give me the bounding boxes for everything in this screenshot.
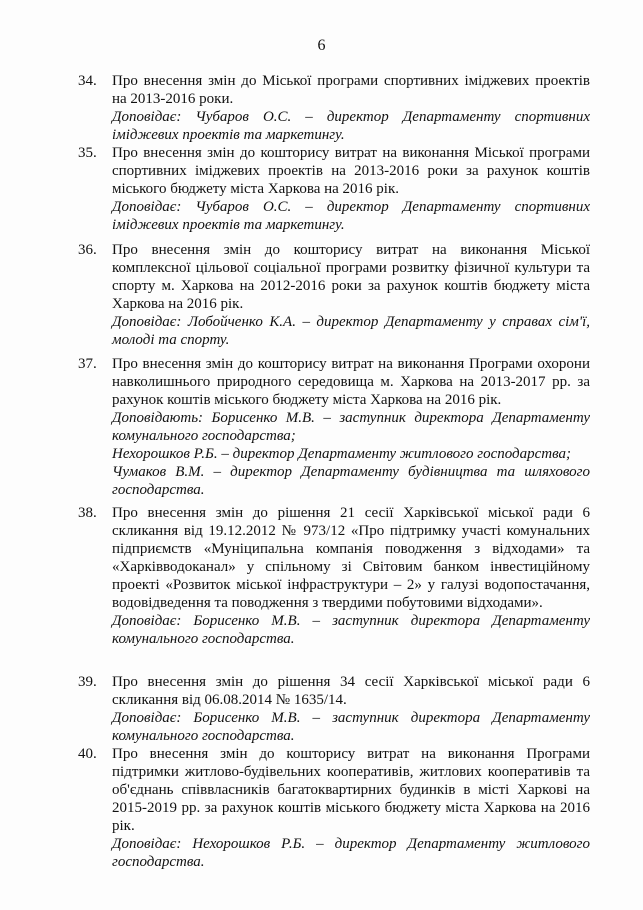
- item-number: 36.: [78, 242, 97, 258]
- item-body: [112, 745, 590, 871]
- item-speaker: Доповідає: Чубаров О.С. – директор Департаменту спортивних іміджевих проектів та маркетингу.: [112, 199, 590, 233]
- item-title: Про внесення змін до рішення 34 сесії Харківської міської ради 6 скликання від 06.08.2014 № 1635/14.: [112, 674, 590, 708]
- item-title: Про внесення змін до кошторису витрат на виконання Міської комплексної цільової соціальної програми розвитку фізичної культури та спорту м. Харкова на 2012-2016 роки за рахунок коштів бюджету міста Харкова на 2016 рік.: [112, 242, 590, 312]
- item-number: 34.: [78, 73, 97, 89]
- agenda-item-39: [78, 673, 590, 745]
- item-speaker: Доповідає: Нехорошков Р.Б. – директор Департаменту житлового господарства.: [112, 836, 590, 870]
- item-number: 40.: [78, 746, 97, 762]
- item-body: [112, 72, 590, 144]
- item-speaker: Нехорошков Р.Б. – директор Департаменту житлового господарства;: [112, 446, 572, 462]
- agenda-item-36: [78, 241, 590, 349]
- page-number: 6: [317, 37, 326, 54]
- agenda-item-37: [78, 355, 590, 499]
- item-number: 39.: [78, 674, 97, 690]
- item-title: Про внесення змін до рішення 21 сесії Харківської міської ради 6 скликання від 19.12.2012 № 973/12 «Про підтримку участі комунальних підприємств «Муніципальна компанія поводження з відходами» та «Харківводоканал» у спільному зі Світовим банком інвестиційному проекті «Розвиток міської інфраструктури – 2» у галузі водопостачання, водовідведення та поводження з твердими побутовими відходами».: [112, 505, 590, 611]
- item-speaker: Доповідає: Борисенко М.В. – заступник директора Департаменту комунального господарства.: [112, 613, 590, 647]
- item-title: Про внесення змін до Міської програми спортивних іміджевих проектів на 2013-2016 роки.: [112, 73, 590, 107]
- agenda-item-34: [78, 72, 590, 144]
- item-speaker: Доповідає: Чубаров О.С. – директор Департаменту спортивних іміджевих проектів та маркетингу.: [112, 109, 590, 143]
- item-speaker: Доповідає: Борисенко М.В. – заступник директора Департаменту комунального господарства.: [112, 710, 590, 744]
- item-number: 38.: [78, 505, 97, 521]
- item-body: [112, 355, 590, 499]
- agenda-item-40: [78, 745, 590, 871]
- item-body: [112, 504, 590, 648]
- item-number: 37.: [78, 356, 97, 372]
- item-number: 35.: [78, 145, 97, 161]
- item-body: [112, 673, 590, 745]
- item-speaker: Доповідають: Борисенко М.В. – заступник директора Департаменту комунального господарства;: [112, 410, 590, 444]
- agenda-item-35: [78, 144, 590, 234]
- item-title: Про внесення змін до кошторису витрат на виконання Програми охорони навколишнього природного середовища м. Харкова на 2013-2017 рр. за рахунок коштів міського бюджету міста Харкова на 2016 рік.: [112, 356, 590, 408]
- item-title: Про внесення змін до кошторису витрат на виконання Програми підтримки житлово-будівельних кооперативів, житлових кооперативів та об'єднань співвласників багатоквартирних будинків в місті Харкові на 2015-2019 рр. за рахунок коштів міського бюджету міста Харкова на 2016 рік.: [112, 746, 590, 834]
- agenda-item-38: [78, 504, 590, 648]
- item-body: [112, 144, 590, 234]
- item-title: Про внесення змін до кошторису витрат на виконання Міської програми спортивних іміджевих проектів на 2013-2016 роки за рахунок коштів міського бюджету міста Харкова на 2016 рік.: [112, 145, 590, 197]
- item-speaker: Чумаков В.М. – директор Департаменту будівництва та шляхового господарства.: [112, 464, 590, 498]
- item-body: [112, 241, 590, 349]
- item-speaker: Доповідає: Лобойченко К.А. – директор Департаменту у справах сім'ї, молоді та спорту.: [112, 314, 590, 348]
